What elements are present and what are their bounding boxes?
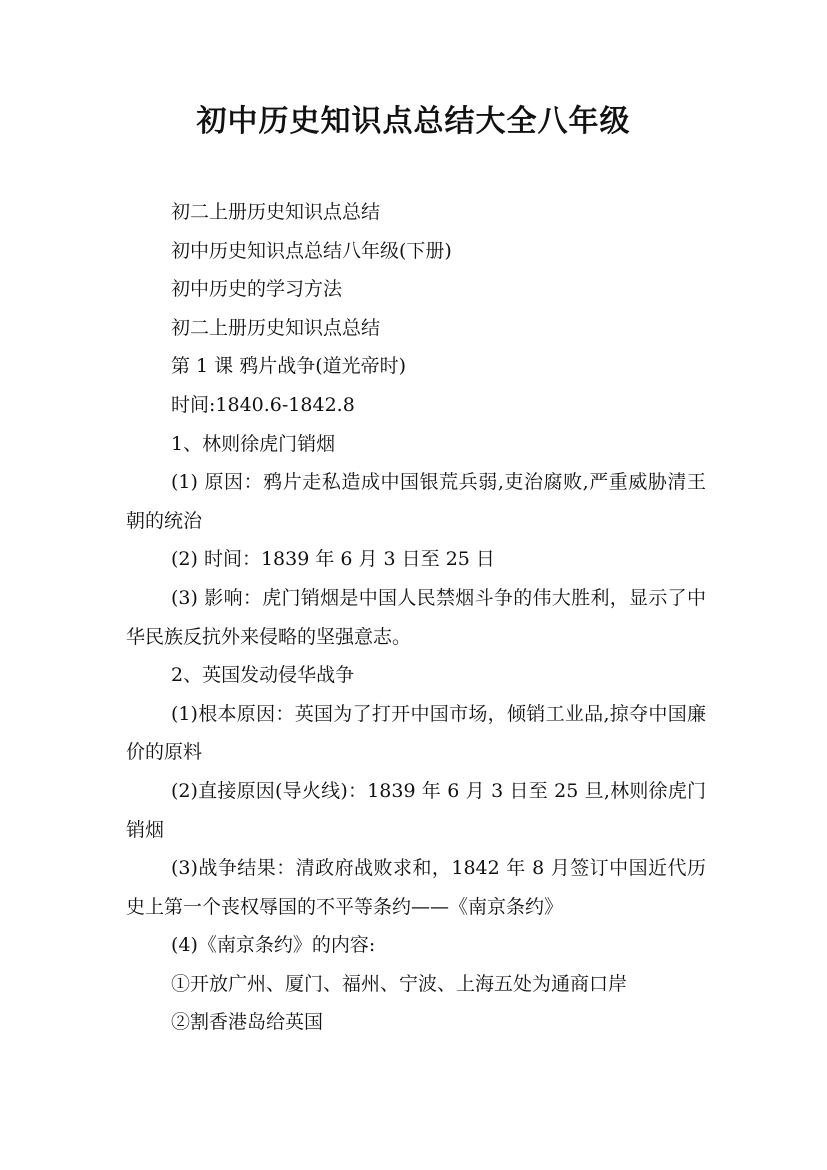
- lesson-heading: 第 1 课 鸦片战争(道光帝时): [171, 355, 407, 378]
- part1-impact: (3) 影响：虎门销烟是中国人民禁烟斗争的伟大胜利，显示了中华民族反抗外来侵略的坚强意志。: [126, 586, 706, 648]
- part2-result: (3)战争结果：清政府战败求和，1842 年 8 月签订中国近代历史上第一个丧权辱国的不平等条约——《南京条约》: [126, 857, 706, 918]
- lesson-time: 时间:1840.6-1842.8: [171, 393, 355, 416]
- treaty-item-2: ②割香港岛给英国: [171, 1011, 324, 1034]
- part1-time: (2) 时间：1839 年 6 月 3 日至 25 日: [171, 548, 495, 571]
- toc-link-3[interactable]: 初中历史的学习方法: [171, 278, 343, 301]
- toc-link-1[interactable]: 初二上册历史知识点总结: [171, 201, 381, 223]
- document-body: [126, 193, 706, 1042]
- part2-root-cause: (1)根本原因：英国为了打开中国市场，倾销工业品,掠夺中国廉价的原料: [126, 702, 706, 764]
- part2-heading: 2、英国发动侵华战争: [171, 664, 355, 687]
- page-title: 初中历史知识点总结大全八年级: [196, 104, 631, 139]
- part2-direct-cause: (2)直接原因(导火线)：1839 年 6 月 3 日至 25 旦,林则徐虎门销烟: [126, 779, 706, 841]
- treaty-item-1: ①开放广州、厦门、福州、宁波、上海五处为通商口岸: [171, 972, 628, 995]
- toc-link-2[interactable]: 初中历史知识点总结八年级(下册): [171, 239, 452, 262]
- treaty-heading: (4)《南京条约》的内容:: [171, 934, 376, 957]
- section-heading: 初二上册历史知识点总结: [171, 316, 381, 339]
- part1-heading: 1、林则徐虎门销烟: [171, 432, 336, 455]
- part1-cause: (1) 原因：鸦片走私造成中国银荒兵弱,吏治腐败,严重威胁清王朝的统治: [126, 471, 706, 532]
